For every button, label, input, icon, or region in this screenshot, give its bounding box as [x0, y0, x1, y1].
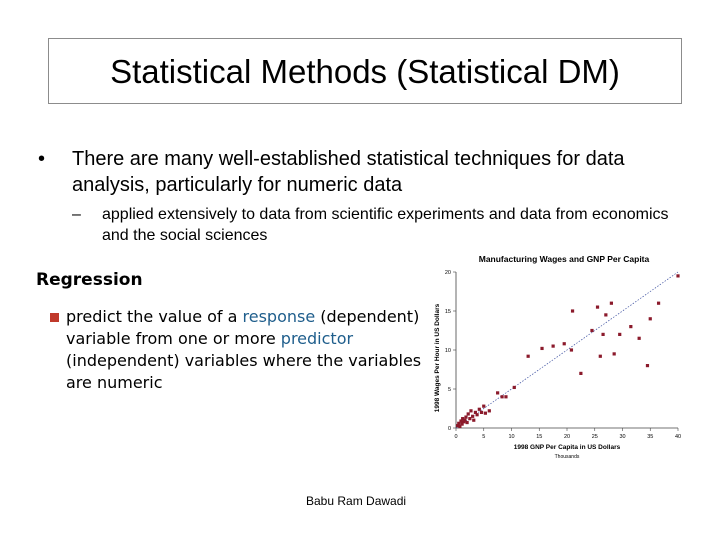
- data-point: [638, 337, 641, 340]
- slide-title: Statistical Methods (Statistical DM): [110, 53, 620, 90]
- square-bullet-icon: [50, 313, 59, 322]
- x-tick-label: 20: [563, 434, 571, 440]
- data-point: [478, 408, 481, 411]
- data-point: [468, 417, 471, 420]
- x-tick-label: 0: [454, 434, 458, 440]
- data-point: [649, 317, 652, 320]
- x-axis-label: 1998 GNP Per Capita in US Dollars: [513, 444, 621, 451]
- x-tick-label: 15: [536, 434, 543, 440]
- chart-title: Manufacturing Wages and GNP Per Capita: [478, 254, 650, 264]
- data-point: [504, 395, 507, 398]
- y-tick-label: 15: [444, 309, 451, 315]
- data-point: [613, 352, 616, 355]
- bullet-sub-text: applied extensively to data from scientific experiments and data from economics and the social sciences: [102, 206, 669, 244]
- y-tick-label: 20: [444, 270, 451, 276]
- data-point: [482, 405, 485, 408]
- regression-text: [66, 306, 426, 394]
- data-point: [599, 355, 602, 358]
- x-tick-label: 25: [591, 434, 598, 440]
- data-point: [527, 355, 530, 358]
- keyword-predictor: predictor: [280, 329, 354, 348]
- data-point: [596, 306, 599, 309]
- data-point: [571, 309, 574, 312]
- regression-text-part: predict the value of a: [66, 307, 243, 326]
- data-point: [484, 412, 487, 415]
- data-point: [646, 364, 649, 367]
- data-point: [472, 419, 475, 422]
- data-point: [540, 347, 543, 350]
- data-point: [604, 313, 607, 316]
- keyword-response: response: [242, 307, 316, 326]
- x-tick-label: 10: [508, 434, 515, 440]
- regression-text-part: (dependent) variable from one or more: [66, 307, 420, 348]
- title-box: [48, 38, 682, 104]
- x-tick-label: 5: [482, 434, 486, 440]
- footer-author: Babu Ram Dawadi: [306, 494, 407, 508]
- x-tick-label: 35: [647, 434, 654, 440]
- data-point: [601, 333, 604, 336]
- data-point: [469, 409, 472, 412]
- data-point: [480, 411, 483, 414]
- regression-text-part: (independent) variables where the variables are numeric: [66, 351, 422, 392]
- x-tick-label: 30: [619, 434, 626, 440]
- data-point: [676, 274, 679, 277]
- data-point: [471, 415, 474, 418]
- data-point: [563, 342, 566, 345]
- data-point: [500, 395, 503, 398]
- data-point: [552, 345, 555, 348]
- data-point: [464, 415, 467, 418]
- regression-heading: Regression: [36, 270, 143, 290]
- x-axis-unit: Thousands: [554, 454, 580, 460]
- data-point: [488, 409, 491, 412]
- data-point: [496, 391, 499, 394]
- data-point: [570, 348, 573, 351]
- data-point: [466, 421, 469, 424]
- scatter-chart: [426, 246, 694, 464]
- bullet-sub: [72, 204, 682, 246]
- x-tick-label: 40: [674, 434, 682, 440]
- data-point: [590, 329, 593, 332]
- data-point: [618, 333, 621, 336]
- bullet-dash: –: [72, 206, 81, 223]
- y-tick-label: 5: [447, 387, 451, 393]
- data-point: [629, 325, 632, 328]
- data-point: [657, 302, 660, 305]
- bullet-main-text: There are many well-established statistical techniques for data analysis, particularly for numeric data: [72, 148, 625, 196]
- y-tick-label: 10: [444, 348, 451, 354]
- bullet-main: [38, 146, 678, 198]
- data-point: [467, 412, 470, 415]
- trend-line: [456, 272, 678, 428]
- data-point: [610, 302, 613, 305]
- data-point: [579, 372, 582, 375]
- data-point: [475, 413, 478, 416]
- data-point: [513, 386, 516, 389]
- y-axis-label: 1998 Wages Per Hour in US Dollars: [434, 303, 441, 413]
- bullet-dot: •: [38, 148, 46, 170]
- y-tick-label: 0: [447, 426, 451, 432]
